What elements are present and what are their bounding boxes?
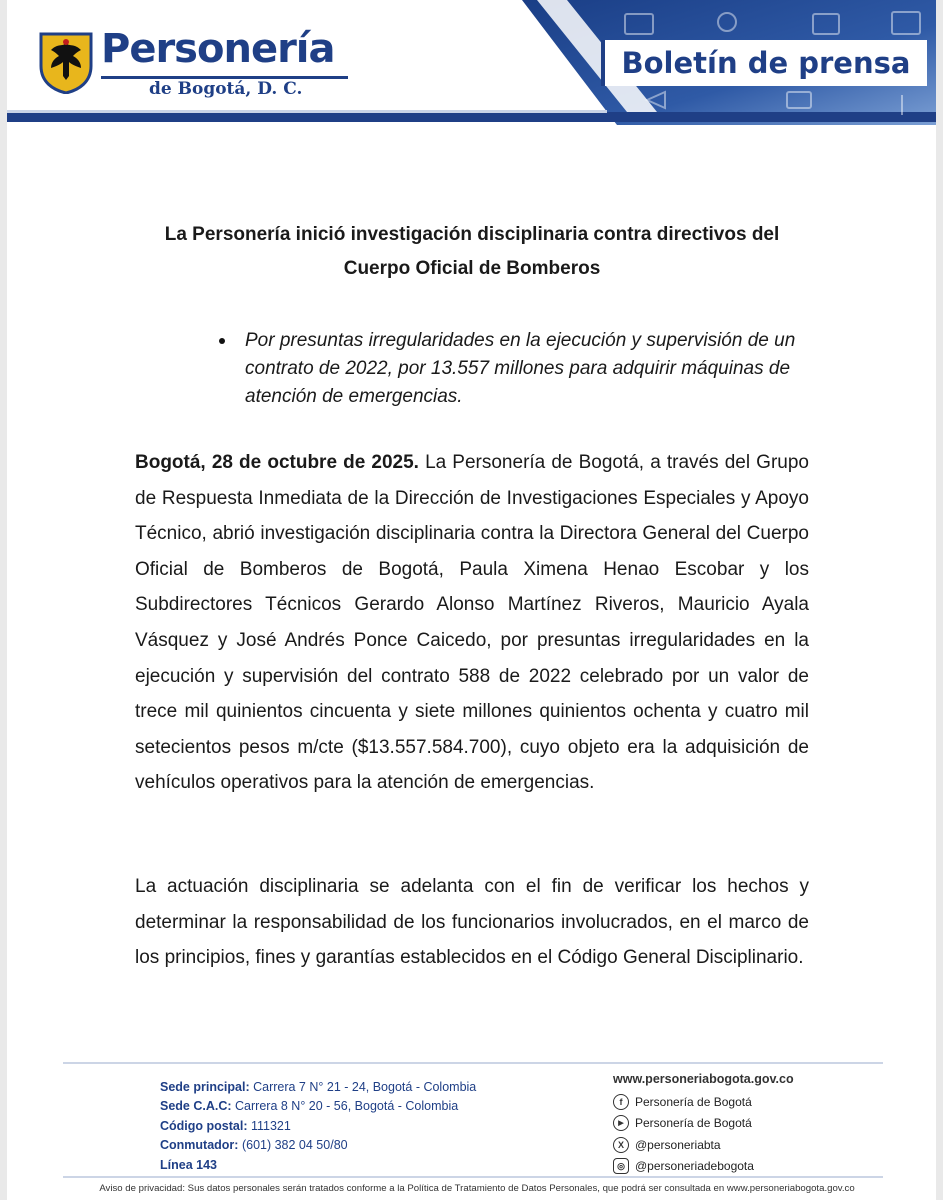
sede-cac <box>160 1097 520 1116</box>
bogota-shield-icon <box>39 32 93 94</box>
footer-contact-info <box>160 1078 520 1175</box>
title-line-1: La Personería inició investigación disciplinaria contra directivos del <box>164 224 780 245</box>
cac-value: Carrera 8 N° 20 - 56, Bogotá - Colombia <box>235 1099 459 1114</box>
bulletin-label: Boletín de prensa <box>601 40 927 86</box>
title-line-2: Cuerpo Oficial de Bomberos <box>343 258 601 279</box>
bullet-item <box>217 327 817 411</box>
x-link[interactable] <box>613 1134 893 1156</box>
sede-label: Sede principal: <box>160 1080 250 1094</box>
brand-title: Personería <box>101 26 335 72</box>
instagram-text: @personeriadebogota <box>635 1159 754 1174</box>
youtube-icon: ▶ <box>613 1115 629 1131</box>
dateline: Bogotá, 28 de octubre de 2025. <box>135 452 419 473</box>
header <box>7 0 936 125</box>
article-title <box>67 218 877 286</box>
instagram-icon: ◎ <box>613 1158 629 1174</box>
summary-bullets <box>217 327 817 411</box>
phone-value: (601) 382 04 50/80 <box>241 1138 348 1153</box>
line-143 <box>160 1156 520 1175</box>
youtube-text: Personería de Bogotá <box>635 1116 752 1131</box>
press-release-page <box>7 0 936 1200</box>
postal-label: Código postal: <box>160 1118 248 1133</box>
bullet-text: Por presuntas irregularidades en la ejecución y supervisión de un contrato de 2022, por 13.557 millones para adquirir máquinas de atención de emergencias. <box>245 330 796 407</box>
x-text: @personeriabta <box>635 1137 721 1152</box>
website-link[interactable]: www.personeriabogota.gov.co <box>613 1072 794 1086</box>
paragraph-1-text: La Personería de Bogotá, a través del Grupo de Respuesta Inmediata de la Dirección de Investigaciones Especiales y Apoyo Técnico, abrió investigación disciplinaria contra la Directora General del Cuerpo Oficial de Bomberos de Bogotá, Paula Ximena Henao Escobar y los Subdirectores Técnicos Gerardo Alonso Martínez Riveros, Mauricio Ayala Vásquez y José Andrés Ponce Caicedo, por presuntas irregularidades en la ejecución y supervisión del contrato 588 de 2022 celebrado por un valor de trece mil quinientos cincuenta y siete millones quinientos ochenta y cuatro mil setecientos pesos m/cte ($13.557.584.700), cuyo objeto era la adquisición de vehículos operativos para la atención de emergencias. <box>135 452 809 794</box>
body-paragraph-2: La actuación disciplinaria se adelanta con el fin de verificar los hechos y determinar la responsabilidad de los funcionarios involucrados, en el marco de los principios, fines y garantías establecidos en el Código General Disciplinario. <box>135 876 809 969</box>
footer-social <box>613 1072 893 1177</box>
facebook-icon: f <box>613 1094 629 1110</box>
bullet-dot-icon <box>219 338 225 344</box>
cac-label: Sede C.A.C: <box>160 1099 232 1114</box>
phone-label: Conmutador: <box>160 1138 239 1153</box>
sede-value: Carrera 7 N° 21 - 24, Bogotá - Colombia <box>253 1080 477 1094</box>
body-paragraph-1 <box>135 445 809 801</box>
facebook-link[interactable] <box>613 1091 893 1113</box>
postal-value: 111321 <box>250 1118 291 1133</box>
footer-top-divider <box>63 1062 883 1064</box>
privacy-notice: Aviso de privacidad: Sus datos personales serán tratados conforme a la Política de Tratamiento de Datos Personales, que podrá ser consultada en www.personeriabogota.gov.co <box>99 1183 855 1194</box>
x-icon: X <box>613 1137 629 1153</box>
instagram-link[interactable] <box>613 1156 893 1178</box>
brand-subtitle: de Bogotá, D. C. <box>149 79 303 99</box>
sede-principal <box>160 1078 520 1097</box>
facebook-text: Personería de Bogotá <box>635 1094 752 1109</box>
line-label: Línea 143 <box>160 1157 217 1172</box>
footer-bottom-divider <box>63 1176 883 1178</box>
postal-code <box>160 1117 520 1136</box>
youtube-link[interactable] <box>613 1113 893 1135</box>
switchboard <box>160 1136 520 1155</box>
personeria-logo <box>39 28 359 108</box>
